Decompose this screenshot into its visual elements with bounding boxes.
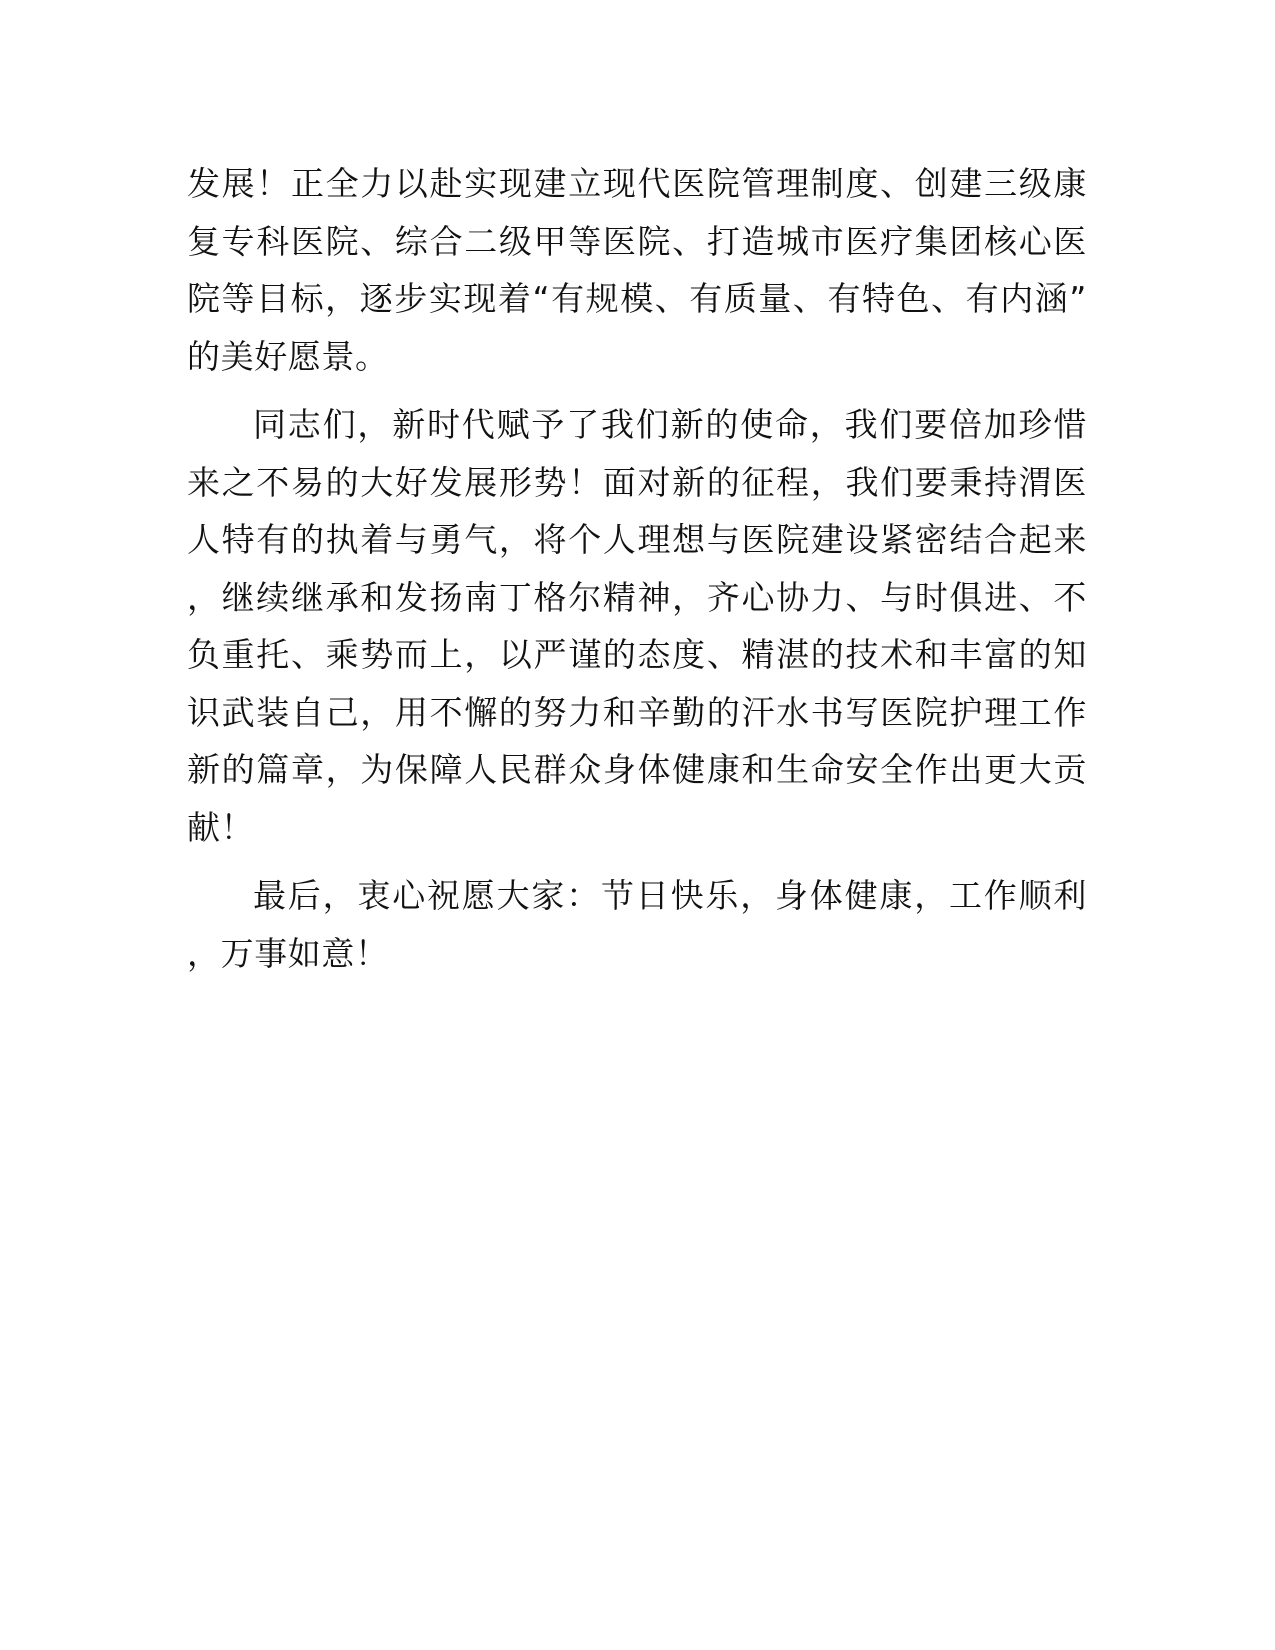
paragraph-comrades: 同志们，新时代赋予了我们新的使命，我们要倍加珍惜来之不易的大好发展形势！面对新的征程，我们要秉持渭医人特有的执着与勇气，将个人理想与医院建设紧密结合起来，继续继承和发扬南丁格尔精神，齐心协力、与时俱进、不负重托、乘势而上，以严谨的态度、精湛的技术和丰富的知识武装自己，用不懈的努力和辛勤的汗水书写医院护理工作新的篇章，为保障人民群众身体健康和生命安全作出更大贡献！ bbox=[187, 405, 1087, 847]
document-body bbox=[187, 155, 1087, 982]
paragraph-closing-wishes: 最后，衷心祝愿大家：节日快乐，身体健康，工作顺利，万事如意！ bbox=[187, 876, 1087, 973]
paragraph-continuation: 发展！正全力以赴实现建立现代医院管理制度、创建三级康复专科医院、综合二级甲等医院、打造城市医疗集团核心医院等目标，逐步实现着“有规模、有质量、有特色、有内涵”的美好愿景。 bbox=[187, 164, 1087, 376]
